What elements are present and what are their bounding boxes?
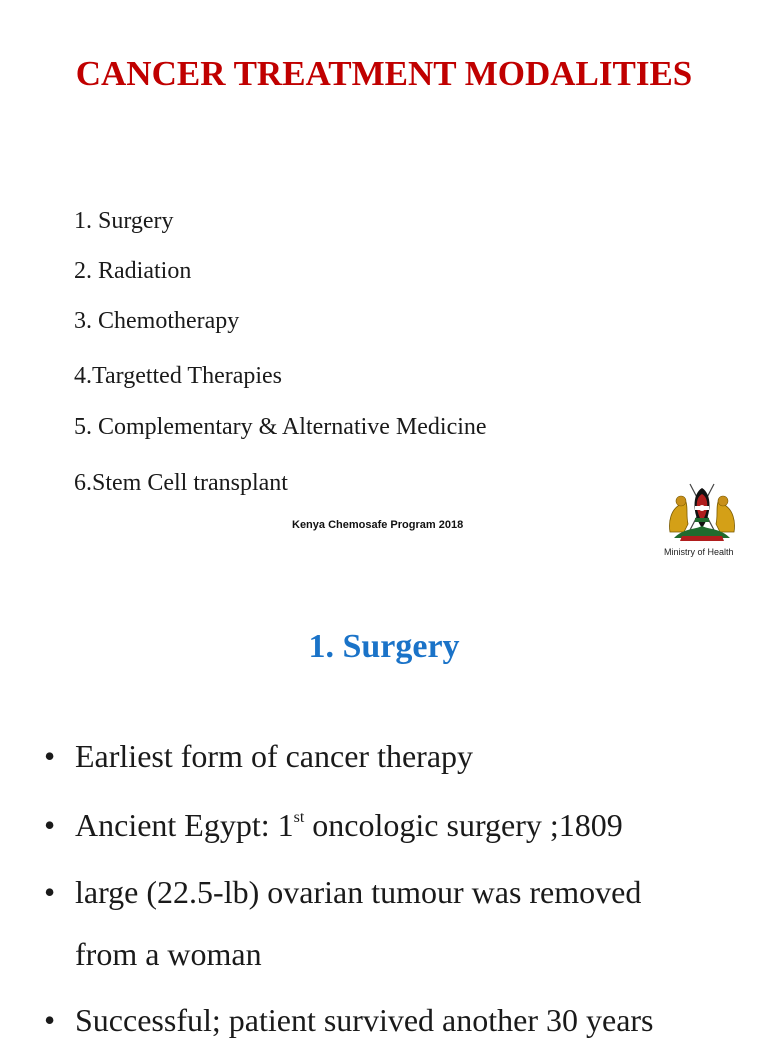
bullet-marker: • — [44, 1002, 56, 1038]
bullet-text: large (22.5-lb) ovarian tumour was removed — [75, 874, 642, 910]
slide-2 — [0, 578, 768, 1038]
slide-title: CANCER TREATMENT MODALITIES — [75, 54, 693, 93]
bullet-text: Ancient Egypt: 1st oncologic surgery ;1809 — [75, 807, 623, 843]
ministry-label: Ministry of Health — [664, 547, 734, 557]
bullet-marker: • — [44, 807, 56, 843]
bullet-text: Successful; patient survived another 30 years — [75, 1002, 654, 1038]
list-item-chemotherapy: 3. Chemotherapy — [74, 308, 240, 334]
footer-text: Kenya Chemosafe Program 2018 — [292, 519, 464, 531]
bullet-text: Earliest form of cancer therapy — [75, 738, 474, 774]
list-item-complementary-medicine: 5. Complementary & Alternative Medicine — [74, 414, 487, 440]
list-item-surgery: 1. Surgery — [74, 208, 174, 234]
list-item-radiation: 2. Radiation — [74, 258, 192, 284]
slide-title-surgery: 1. Surgery — [308, 628, 460, 665]
superscript: st — [293, 809, 305, 826]
bullet-marker: • — [44, 874, 56, 910]
list-item-targeted-therapies: 4.Targetted Therapies — [74, 363, 283, 389]
bullet-text: from a woman — [75, 936, 262, 972]
list-item-stem-cell: 6.Stem Cell transplant — [74, 470, 288, 496]
bullet-marker: • — [44, 738, 56, 774]
kenya-coat-of-arms-icon — [664, 480, 740, 544]
